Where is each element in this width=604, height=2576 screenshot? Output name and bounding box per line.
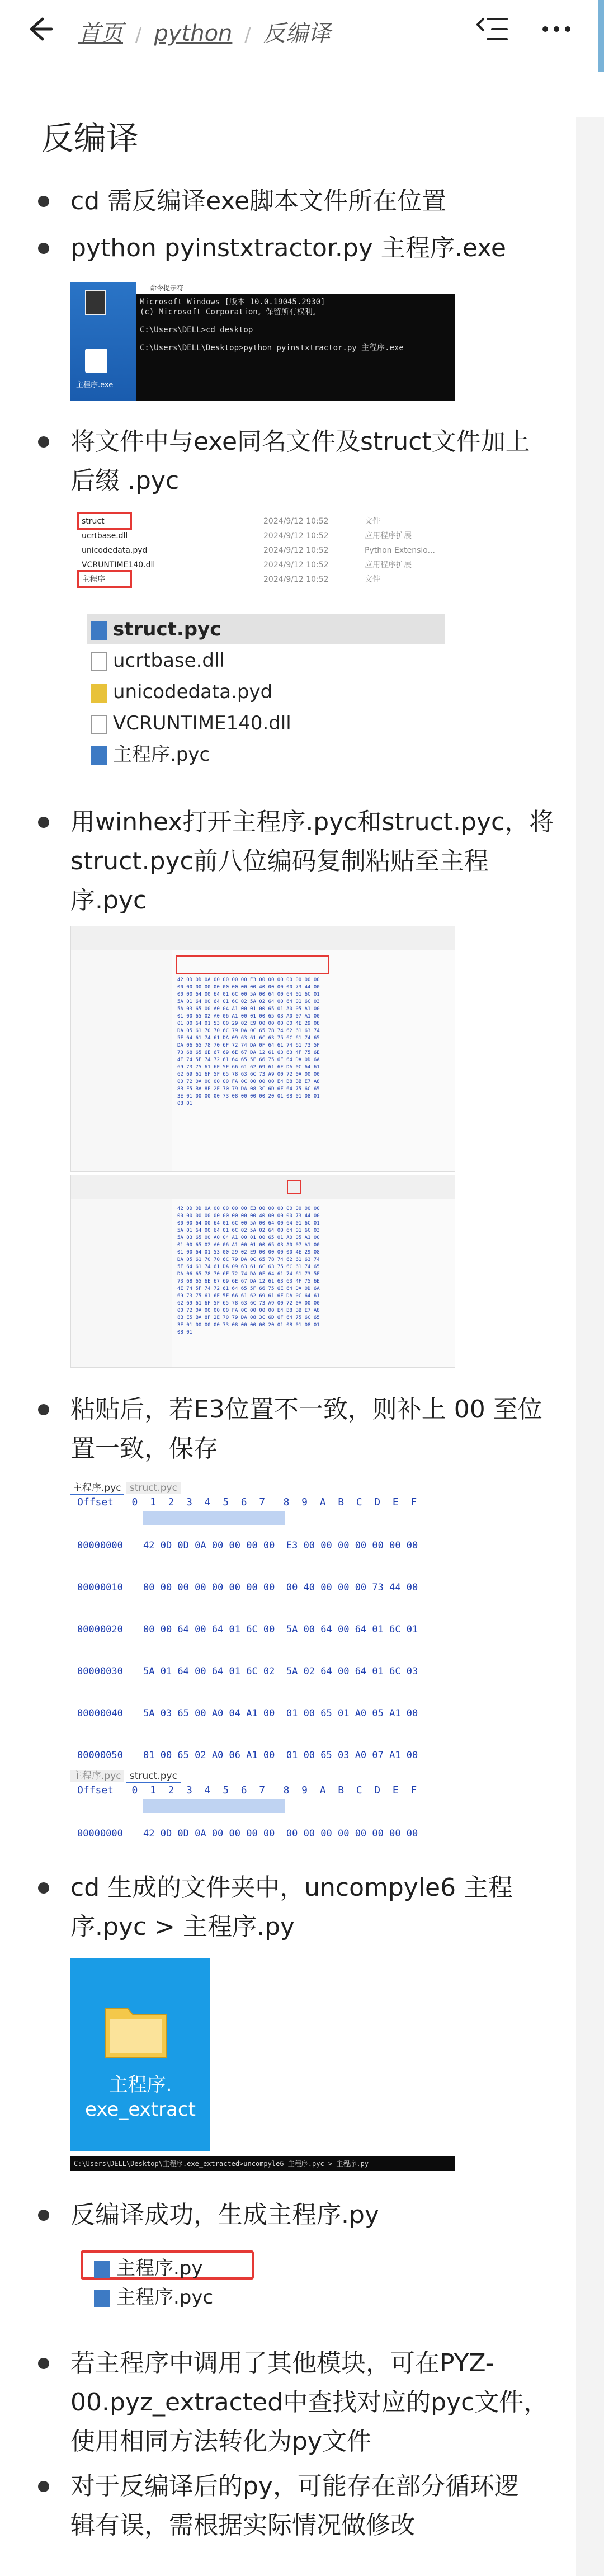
scroll-indicator	[598, 0, 604, 72]
hex-offset: 00000000	[77, 1540, 123, 1551]
pyc-file-icon	[91, 746, 107, 765]
cmd-output	[140, 297, 404, 353]
bullet	[38, 1882, 49, 1894]
explorer-type: 应用程序扩展	[365, 561, 412, 569]
hex-row: 42 0D 0D 0A 00 00 00 00 E3 00 00 00 00 00 00 00	[143, 1540, 418, 1551]
hex-row: 73 68 65 6E 67 69 6E 67 DA 12 61 63 63 4F 75 6E	[177, 1279, 320, 1284]
hex-row: 8B E5 BA 8F 2E 70 79 DA 08 3C 6D 6F 64 75 6C 65	[177, 1086, 320, 1092]
more-icon[interactable]	[540, 15, 573, 44]
col-header: 2	[168, 1496, 174, 1508]
list-item-continued: 后缀 .pyc	[70, 467, 180, 495]
uncompyle-command: C:\Users\DELL\Desktop\主程序.exe_extracted>uncompyle6 主程序.pyc > 主程序.py	[70, 2156, 455, 2171]
cmd-line: C:\Users\DELL>cd desktop	[140, 326, 253, 335]
winhex-toolbar	[71, 1175, 455, 1199]
explorer-file-name[interactable]: 主程序	[82, 575, 105, 584]
col-header: 9	[301, 1496, 308, 1508]
hex-editor-main	[70, 1480, 455, 1759]
col-header: A	[319, 1784, 326, 1796]
dll-file-icon	[91, 715, 107, 734]
explorer-date: 2024/9/12 10:52	[263, 546, 329, 555]
breadcrumb-python[interactable]: python	[154, 21, 233, 46]
hex-row: 5A 01 64 00 64 01 6C 02 5A 02 64 00 64 01 6C 03	[177, 999, 320, 1005]
highlight-box	[287, 1180, 301, 1194]
exe-file-icon	[85, 349, 107, 373]
side-strip	[576, 117, 604, 2576]
list-item: 用winhex打开主程序.pyc和struct.pyc，将	[70, 808, 554, 836]
col-header: D	[374, 1496, 381, 1508]
cmd-line: C:\Users\DELL\Desktop>python pyinstxtractor.py 主程序.exe	[140, 343, 404, 352]
col-header: E	[392, 1496, 399, 1508]
top-navigation-bar	[0, 0, 604, 58]
hex-row: 69 73 75 61 6E 5F 66 61 62 69 61 6F DA 0C 64 61	[177, 1065, 320, 1070]
explorer-file-name[interactable]: struct	[82, 517, 105, 526]
tab-main-pyc[interactable]: 主程序.pyc	[70, 1482, 124, 1495]
page-title: 反编译	[41, 119, 139, 157]
col-header: 3	[186, 1784, 192, 1796]
hex-offset: 00000010	[77, 1582, 123, 1593]
col-header: 7	[259, 1784, 266, 1796]
list-item-continued: 使用相同方法转化为py文件	[70, 2427, 371, 2456]
list-item-continued: 00.pyz_extracted中查找对应的pyc文件，	[70, 2388, 549, 2417]
breadcrumb-home[interactable]: 首页	[78, 21, 123, 46]
result-file-list	[94, 2254, 213, 2312]
list-item-continued: 置一致，保存	[70, 1434, 218, 1463]
col-header: C	[356, 1784, 362, 1796]
cmd-screenshot	[70, 282, 455, 401]
list-item: 反编译成功，生成主程序.py	[70, 2201, 379, 2229]
hex-row: 00 00 64 00 64 01 6C 00 5A 00 64 00 64 01 6C 01	[177, 1221, 320, 1226]
col-header: 1	[150, 1784, 156, 1796]
file-row-unicodedata[interactable]	[91, 676, 291, 708]
hex-offsets	[77, 1799, 123, 1846]
breadcrumb-current: 反编译	[263, 21, 331, 46]
explorer-type: 应用程序扩展	[365, 531, 412, 540]
file-row-main[interactable]	[91, 739, 291, 770]
bullet	[38, 196, 49, 207]
hex-row: 4E 74 5F 74 72 61 64 65 5F 66 75 6E 64 DA 0D 6A	[177, 1057, 320, 1063]
file-name: 主程序.pyc	[113, 743, 210, 766]
hex-row: 5F 64 61 74 61 DA 09 63 61 6C 63 75 6C 61 74 65	[177, 1035, 320, 1041]
col-header: 6	[240, 1496, 247, 1508]
hex-header	[77, 1784, 417, 1796]
hex-bytes	[143, 1799, 418, 1846]
folder-icon[interactable]	[100, 1991, 172, 2064]
hex-offset: 00000040	[77, 1708, 123, 1719]
result-file-pyc[interactable]	[94, 2283, 213, 2312]
offset-header: Offset	[77, 1496, 114, 1508]
hex-row: 42 0D 0D 0A 00 00 00 00 00 00 00 00 00 00 00 00	[143, 1828, 418, 1839]
hex-row: 73 68 65 6E 67 69 6E 67 DA 12 61 63 63 4F 75 6E	[177, 1050, 320, 1056]
hex-row: 5A 03 65 00 A0 04 A1 00 01 00 65 01 A0 05 A1 00	[143, 1708, 418, 1719]
col-header: 2	[168, 1784, 174, 1796]
explorer-date: 2024/9/12 10:52	[263, 561, 329, 569]
bullet	[38, 2481, 49, 2492]
file-name: VCRUNTIME140.dll	[113, 712, 291, 734]
explorer-date: 2024/9/12 10:52	[263, 575, 329, 584]
hex-row: 00 00 00 00 00 00 00 00 00 40 00 00 00 73 44 00	[177, 1213, 320, 1219]
explorer-names	[82, 514, 155, 587]
pyd-file-icon	[91, 684, 107, 703]
col-header: F	[410, 1496, 417, 1508]
hex-row: 5F 64 61 74 61 DA 09 63 61 6C 63 75 6C 61 74 65	[177, 1264, 320, 1270]
list-item-continued: 辑有误，需根据实际情况做修改	[70, 2511, 415, 2540]
cmd-titlebar: 命令提示符	[136, 282, 455, 294]
winhex-hex-rows	[177, 1205, 320, 1336]
hex-row: 00 00 64 00 64 01 6C 00 5A 00 64 00 64 01 6C 01	[177, 992, 320, 997]
explorer-file-name[interactable]: unicodedata.pyd	[82, 546, 148, 555]
col-header: E	[392, 1784, 399, 1796]
hex-row: 01 00 64 01 53 00 29 02 E9 00 00 00 00 4E 29 08	[177, 1250, 320, 1255]
winhex-sidebar	[71, 950, 172, 1172]
file-row-struct[interactable]	[91, 614, 291, 645]
hex-row: 08 01	[177, 1101, 193, 1106]
hex-row: DA 05 61 70 70 6C 79 DA 0C 65 78 74 62 61 63 74	[177, 1257, 320, 1263]
col-header: D	[374, 1784, 381, 1796]
explorer-date: 2024/9/12 10:52	[263, 531, 329, 540]
winhex-toolbar	[71, 926, 455, 950]
py-file-icon	[94, 2261, 110, 2278]
hex-offset: 00000050	[77, 1750, 123, 1759]
bullet	[38, 1404, 49, 1415]
hex-row: 3E 01 00 00 00 73 08 00 00 00 20 01 08 01 08 01	[177, 1094, 320, 1099]
col-header: B	[338, 1496, 345, 1508]
col-header: 4	[204, 1496, 211, 1508]
hex-row: 01 00 64 01 53 00 29 02 E9 00 00 00 00 4E 29 08	[177, 1021, 320, 1026]
col-header: 4	[204, 1784, 211, 1796]
desktop-strip	[70, 282, 136, 401]
hex-row: 00 72 0A 00 00 00 FA 0C 00 00 00 E4 B8 BB E7 A8	[177, 1079, 320, 1085]
list-item: cd 生成的文件夹中，uncompyle6 主程	[70, 1873, 513, 1902]
col-header: C	[356, 1496, 362, 1508]
hex-row: 8B E5 BA 8F 2E 70 79 DA 08 3C 6D 6F 64 75 6C 65	[177, 1315, 320, 1321]
file-name: unicodedata.pyd	[113, 681, 273, 703]
winhex-sidebar	[71, 1199, 172, 1368]
bullet	[38, 243, 49, 254]
offset-header: Offset	[77, 1784, 114, 1796]
list-item-continued: struct.pyc前八位编码复制粘贴至主程	[70, 847, 489, 875]
cmd-line: Microsoft Windows [版本 10.0.19045.2930]	[140, 298, 325, 307]
list-item: 粘贴后，若E3位置不一致，则补上 00 至位	[70, 1395, 542, 1424]
hex-header	[77, 1496, 417, 1508]
explorer-types	[365, 514, 435, 587]
hex-row: 5A 01 64 00 64 01 6C 02 5A 02 64 00 64 01 6C 03	[143, 1666, 418, 1677]
hex-row: 62 69 61 6F 5F 65 78 63 6C 73 A9 00 72 0A 00 00	[177, 1301, 320, 1306]
hex-row: 42 0D 0D 0A 00 00 00 00 E3 00 00 00 00 00 00 00	[177, 977, 320, 983]
explorer-dates	[263, 514, 329, 587]
list-item: cd 需反编译exe脚本文件所在位置	[70, 187, 447, 215]
bullet	[38, 2210, 49, 2221]
list-item: 若主程序中调用了其他模块，可在PYZ-	[70, 2349, 494, 2377]
hex-row: DA 06 65 78 70 6F 72 74 DA 0F 64 61 74 61 73 5F	[177, 1043, 320, 1048]
hex-row: 08 01	[177, 1330, 193, 1335]
tab-struct-pyc[interactable]: struct.pyc	[126, 1482, 181, 1494]
dll-file-icon	[91, 652, 107, 671]
desktop-label: 主程序.exe	[76, 381, 114, 389]
col-header: 3	[186, 1496, 192, 1508]
col-header: 5	[223, 1496, 229, 1508]
hex-editor-struct	[70, 1768, 455, 1846]
hex-row: 3E 01 00 00 00 73 08 00 00 00 20 01 08 01 08 01	[177, 1322, 320, 1328]
col-header: 1	[150, 1496, 156, 1508]
hex-row: DA 06 65 78 70 6F 72 74 DA 0F 64 61 74 61 73 5F	[177, 1271, 320, 1277]
explorer-file-name[interactable]: VCRUNTIME140.dll	[82, 561, 155, 569]
hex-row: 5A 03 65 00 A0 04 A1 00 01 00 65 01 A0 05 A1 00	[177, 1006, 320, 1012]
list-item: 对于反编译后的py，可能存在部分循环逻	[70, 2472, 519, 2500]
pyc-file-icon	[91, 621, 107, 640]
file-icons-list	[70, 607, 455, 780]
list-item-continued: 序.pyc > 主程序.py	[70, 1913, 295, 1941]
col-header: 7	[259, 1496, 266, 1508]
bullet	[38, 436, 49, 448]
python-icon	[85, 290, 106, 315]
col-header: 6	[240, 1784, 247, 1796]
highlight-box	[176, 955, 329, 974]
breadcrumb: 首页 / python / 反编译	[78, 21, 331, 46]
hex-row: 01 00 65 02 A0 06 A1 00 01 00 65 03 A0 07 A1 00	[177, 1242, 320, 1248]
back-arrow-icon[interactable]	[23, 13, 55, 45]
file-row-ucrtbase[interactable]	[91, 645, 291, 676]
toc-icon[interactable]	[475, 15, 509, 44]
explorer-file-name[interactable]: ucrtbase.dll	[82, 531, 128, 540]
hex-row: 00 00 64 00 64 01 6C 00 5A 00 64 00 64 01 6C 01	[143, 1624, 418, 1635]
col-header: 8	[283, 1784, 290, 1796]
file-name: ucrtbase.dll	[113, 649, 225, 672]
hex-row: 69 73 75 61 6E 5F 66 61 62 69 61 6F DA 0C 64 61	[177, 1293, 320, 1299]
hex-tabs	[70, 1480, 181, 1494]
explorer-type: 文件	[365, 575, 380, 584]
hex-row: DA 05 61 70 70 6C 79 DA 0C 65 78 74 62 61 63 74	[177, 1028, 320, 1034]
winhex-screenshot-2	[70, 1175, 455, 1368]
folder-label	[70, 2073, 210, 2122]
winhex-screenshot-1	[70, 926, 455, 1172]
hex-row: 4E 74 5F 74 72 61 64 65 5F 66 75 6E 64 DA 0D 6A	[177, 1286, 320, 1292]
winhex-hex-rows	[177, 977, 320, 1108]
col-header: B	[338, 1784, 345, 1796]
hex-row: 5A 01 64 00 64 01 6C 02 5A 02 64 00 64 01 6C 03	[177, 1228, 320, 1233]
list-item-continued: 序.pyc	[70, 886, 147, 915]
explorer-list	[70, 506, 455, 601]
col-header: A	[319, 1496, 326, 1508]
hex-bytes	[143, 1511, 418, 1759]
file-row-vcruntime[interactable]	[91, 708, 291, 739]
explorer-type: 文件	[365, 517, 380, 526]
bullet	[38, 2358, 49, 2369]
hex-row: 00 00 00 00 00 00 00 00 00 40 00 00 00 73 44 00	[177, 985, 320, 990]
hex-offset: 00000020	[77, 1624, 123, 1635]
file-name: 主程序.pyc	[116, 2286, 214, 2309]
tab-struct-pyc[interactable]: struct.pyc	[126, 1770, 181, 1783]
col-header: 0	[131, 1496, 138, 1508]
folder-label-line: exe_extract	[85, 2098, 196, 2121]
list-item: 将文件中与exe同名文件及struct文件加上	[70, 427, 530, 456]
col-header: 5	[223, 1784, 229, 1796]
hex-row: 5A 03 65 00 A0 04 A1 00 01 00 65 01 A0 05 A1 00	[177, 1235, 320, 1241]
explorer-type: Python Extensio...	[365, 546, 435, 555]
col-header: F	[410, 1784, 417, 1796]
hex-tabs	[70, 1768, 181, 1782]
hex-row: 01 00 65 02 A0 06 A1 00 01 00 65 03 A0 07 A1 00	[177, 1014, 320, 1019]
file-name: struct.pyc	[113, 618, 221, 641]
file-name: 主程序.py	[116, 2257, 203, 2280]
folder-desktop-screenshot	[70, 1958, 210, 2151]
tab-main-pyc[interactable]: 主程序.pyc	[70, 1770, 124, 1782]
col-header: 0	[131, 1784, 138, 1796]
hex-row: 00 72 0A 00 00 00 FA 0C 00 00 00 E4 B8 BB E7 A8	[177, 1308, 320, 1313]
bullet	[38, 817, 49, 828]
folder-label-line: 主程序.	[108, 2074, 172, 2096]
list-item: python pyinstxtractor.py 主程序.exe	[70, 234, 506, 262]
hex-row: 42 0D 0D 0A 00 00 00 00 E3 00 00 00 00 00 00 00	[177, 1206, 320, 1212]
hex-row: 01 00 65 02 A0 06 A1 00 01 00 65 03 A0 07 A1 00	[143, 1750, 418, 1759]
pyc-file-icon	[94, 2290, 110, 2307]
hex-row: 00 00 00 00 00 00 00 00 00 40 00 00 00 73 44 00	[143, 1582, 418, 1593]
hex-offset: 00000000	[77, 1828, 123, 1839]
explorer-date: 2024/9/12 10:52	[263, 517, 329, 526]
result-file-py[interactable]	[94, 2254, 213, 2283]
hex-row: 62 69 61 6F 5F 65 78 63 6C 73 A9 00 72 0A 00 00	[177, 1072, 320, 1077]
big-file-names	[91, 614, 291, 770]
result-files-screenshot	[70, 2246, 294, 2319]
col-header: 8	[283, 1496, 290, 1508]
hex-offset: 00000030	[77, 1666, 123, 1677]
hex-offsets	[77, 1511, 123, 1759]
cmd-line: (c) Microsoft Corporation。保留所有权利。	[140, 308, 320, 317]
col-header: 9	[301, 1784, 308, 1796]
